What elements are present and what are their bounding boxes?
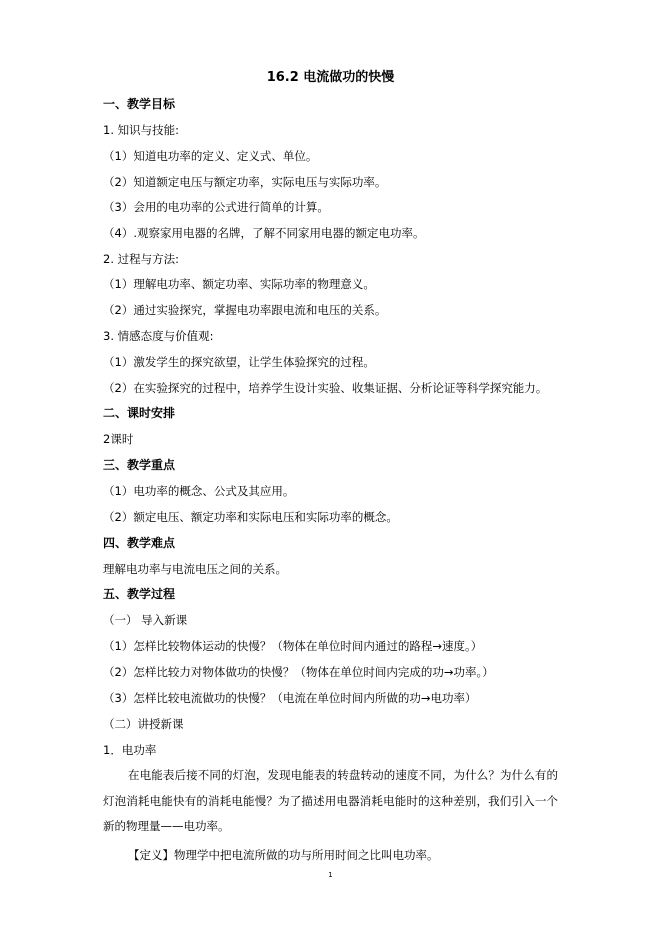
text-line: （2）额定电压、额定功率和实际电压和实际功率的概念。 [103,510,398,524]
text-line: 理解电功率与电流电压之间的关系。 [103,562,287,576]
definition-line: 【定义】物理学中把电流所做的功与所用时间之比叫电功率。 [128,848,439,862]
page-number: 1 [328,871,333,879]
page-title: 16.2 电流做功的快慢 [266,70,395,85]
heading-schedule: 二、课时安排 [103,406,176,420]
text-line: （一） 导入新课 [103,613,188,627]
text-line: （2）通过实验探究，掌握电功率跟电流和电压的关系。 [103,303,387,317]
text-line: （3）怎样比较电流做功的快慢？（电流在单位时间内所做的功→电功率） [103,691,477,705]
heading-process: 五、教学过程 [103,587,176,601]
heading-difficulties: 四、教学难点 [103,536,176,550]
text-line: （1）理解电功率、额定功率、实际功率的物理意义。 [103,277,375,291]
text-line: 1．电功率 [103,743,157,757]
text-line: （2）知道额定电压与额定功率，实际电压与实际功率。 [103,175,387,189]
text-line: 1. 知识与技能: [103,123,180,137]
text-line: 3. 情感态度与价值观: [103,329,214,343]
text-line: （二）讲授新课 [103,717,184,731]
text-line: （1）激发学生的探究欲望，让学生体验探究的过程。 [103,355,375,369]
text-line: （2）在实验探究的过程中，培养学生设计实验、收集证据、分析论证等科学探究能力。 [103,381,548,395]
text-line: 2. 过程与方法: [103,252,180,266]
heading-teaching-goals: 一、教学目标 [103,97,176,111]
text-line: （4）.观察家用电器的名牌，了解不同家用电器的额定电功率。 [103,226,425,240]
body-paragraph: 在电能表后接不同的灯泡，发现电能表的转盘转动的速度不同，为什么？为什么有的灯泡消耗电能快有的消耗电能慢？为了描述用电器消耗电能时的这种差别，我们引入一个新的物理量——电功率。 [103,768,558,833]
text-line: （1）电功率的概念、公式及其应用。 [103,484,295,498]
text-line: （1）怎样比较物体运动的快慢？（物体在单位时间内通过的路程→速度。） [103,639,483,653]
text-line: 2课时 [103,432,134,446]
heading-key-points: 三、教学重点 [103,458,176,472]
text-line: （3）会用的电功率的公式进行简单的计算。 [103,200,329,214]
text-line: （2）怎样比较力对物体做功的快慢？（物体在单位时间内完成的功→功率。） [103,665,494,679]
text-line: （1）知道电功率的定义、定义式、单位。 [103,149,318,163]
